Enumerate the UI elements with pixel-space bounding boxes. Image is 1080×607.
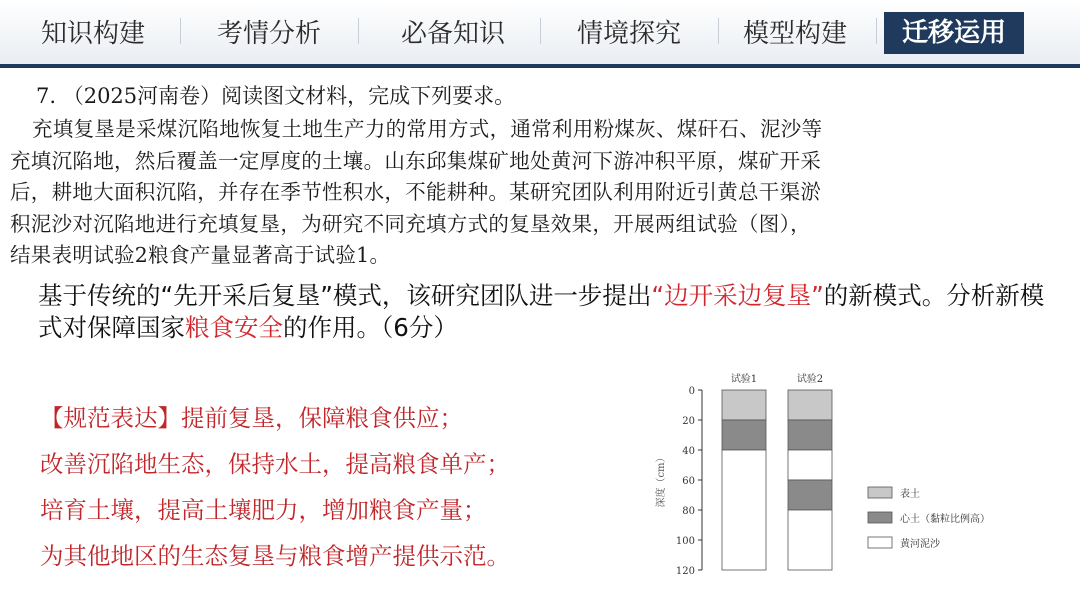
material-line: 后，耕地大面积沉陷，并存在季节性积水，不能耕种。某研究团队利用附近引黄总干渠淤 (10, 180, 822, 204)
material-line: 积泥沙对沉陷地进行充填复垦，为研究不同充填方式的复垦效果，开展两组试验（图）， (10, 211, 811, 236)
y-tick-label: 0 (688, 386, 695, 397)
soil-layer-bar (788, 510, 832, 570)
question-material (10, 114, 1060, 272)
category-label: 试验2 (796, 374, 824, 385)
soil-layer-bar (722, 390, 766, 420)
material-line: 结果表明试验2粮食产量显著高于试验1。 (10, 243, 391, 267)
question-prompt (38, 280, 1068, 344)
prompt-text: 的作用。（6分） (283, 313, 458, 342)
tab-bar (0, 0, 1080, 64)
answer-line: 改善沉陷地生态，保持水土，提高粮食单产； (40, 450, 510, 478)
soil-layer-bar (788, 390, 832, 420)
y-tick-label: 20 (682, 416, 695, 427)
prompt-highlight-new-mode: “边开采边复垦” (651, 281, 824, 310)
tab-divider (876, 18, 877, 44)
tab-divider (180, 18, 181, 44)
tab-essential-knowledge[interactable]: 必备知识 (400, 19, 505, 49)
material-line: 充填沉陷地，然后覆盖一定厚度的土壤。山东邱集煤矿地处黄河下游冲积平原，煤矿开采 (10, 148, 822, 173)
tab-knowledge-construction[interactable]: 知识构建 (40, 19, 145, 49)
y-tick-label: 120 (675, 566, 695, 577)
y-tick-label: 40 (682, 446, 695, 457)
category-label: 试验1 (730, 374, 758, 385)
prompt-highlight-food-security: 粮食安全 (185, 313, 283, 342)
answer-line: 为其他地区的生态复垦与粮食增产提供示范。 (40, 542, 510, 570)
y-tick-label: 60 (682, 476, 695, 487)
y-tick-label: 100 (675, 536, 695, 547)
answer-line: 培育土壤，提高土壤肥力，增加粮食产量； (40, 496, 487, 524)
soil-layer-bar (722, 450, 766, 570)
soil-layer-bar (788, 480, 832, 510)
legend-swatch (868, 487, 892, 498)
legend-label: 表土 (900, 489, 920, 500)
y-axis-label: 深度（cm） (656, 452, 667, 508)
legend-label: 心土（黏粒比例高） (900, 514, 990, 525)
tab-model-construction[interactable]: 模型构建 (742, 19, 847, 49)
legend-swatch (868, 537, 892, 548)
question-title: 7. （2025河南卷）阅读图文材料，完成下列要求。 (36, 84, 516, 108)
material-line: 充填复垦是采煤沉陷地恢复土地生产力的常用方式，通常利用粉煤灰、煤矸石、泥沙等 (32, 117, 823, 141)
tab-divider (358, 18, 359, 44)
tab-divider (540, 18, 541, 44)
soil-layer-bar (788, 450, 832, 480)
soil-profile-chart (650, 368, 1050, 583)
model-answer (40, 395, 600, 579)
soil-layer-bar (722, 420, 766, 450)
tab-scenario-inquiry[interactable]: 情境探究 (576, 19, 681, 49)
soil-layer-bar (788, 420, 832, 450)
prompt-text: 基于传统的“先开采后复垦”模式，该研究团队进一步提出 (38, 281, 652, 310)
tab-divider (718, 18, 719, 44)
answer-line: 【规范表达】提前复垦，保障粮食供应； (40, 404, 463, 432)
prompt-text: 的新模式。分析新模式对保障国家 (38, 281, 1045, 342)
y-tick-label: 80 (682, 506, 695, 517)
tab-transfer-application[interactable]: 迁移运用 (884, 12, 1024, 54)
tab-exam-analysis[interactable]: 考情分析 (216, 19, 321, 49)
legend-swatch (868, 512, 892, 523)
header-rule (0, 64, 1080, 68)
legend-label: 黄河泥沙 (900, 539, 940, 550)
